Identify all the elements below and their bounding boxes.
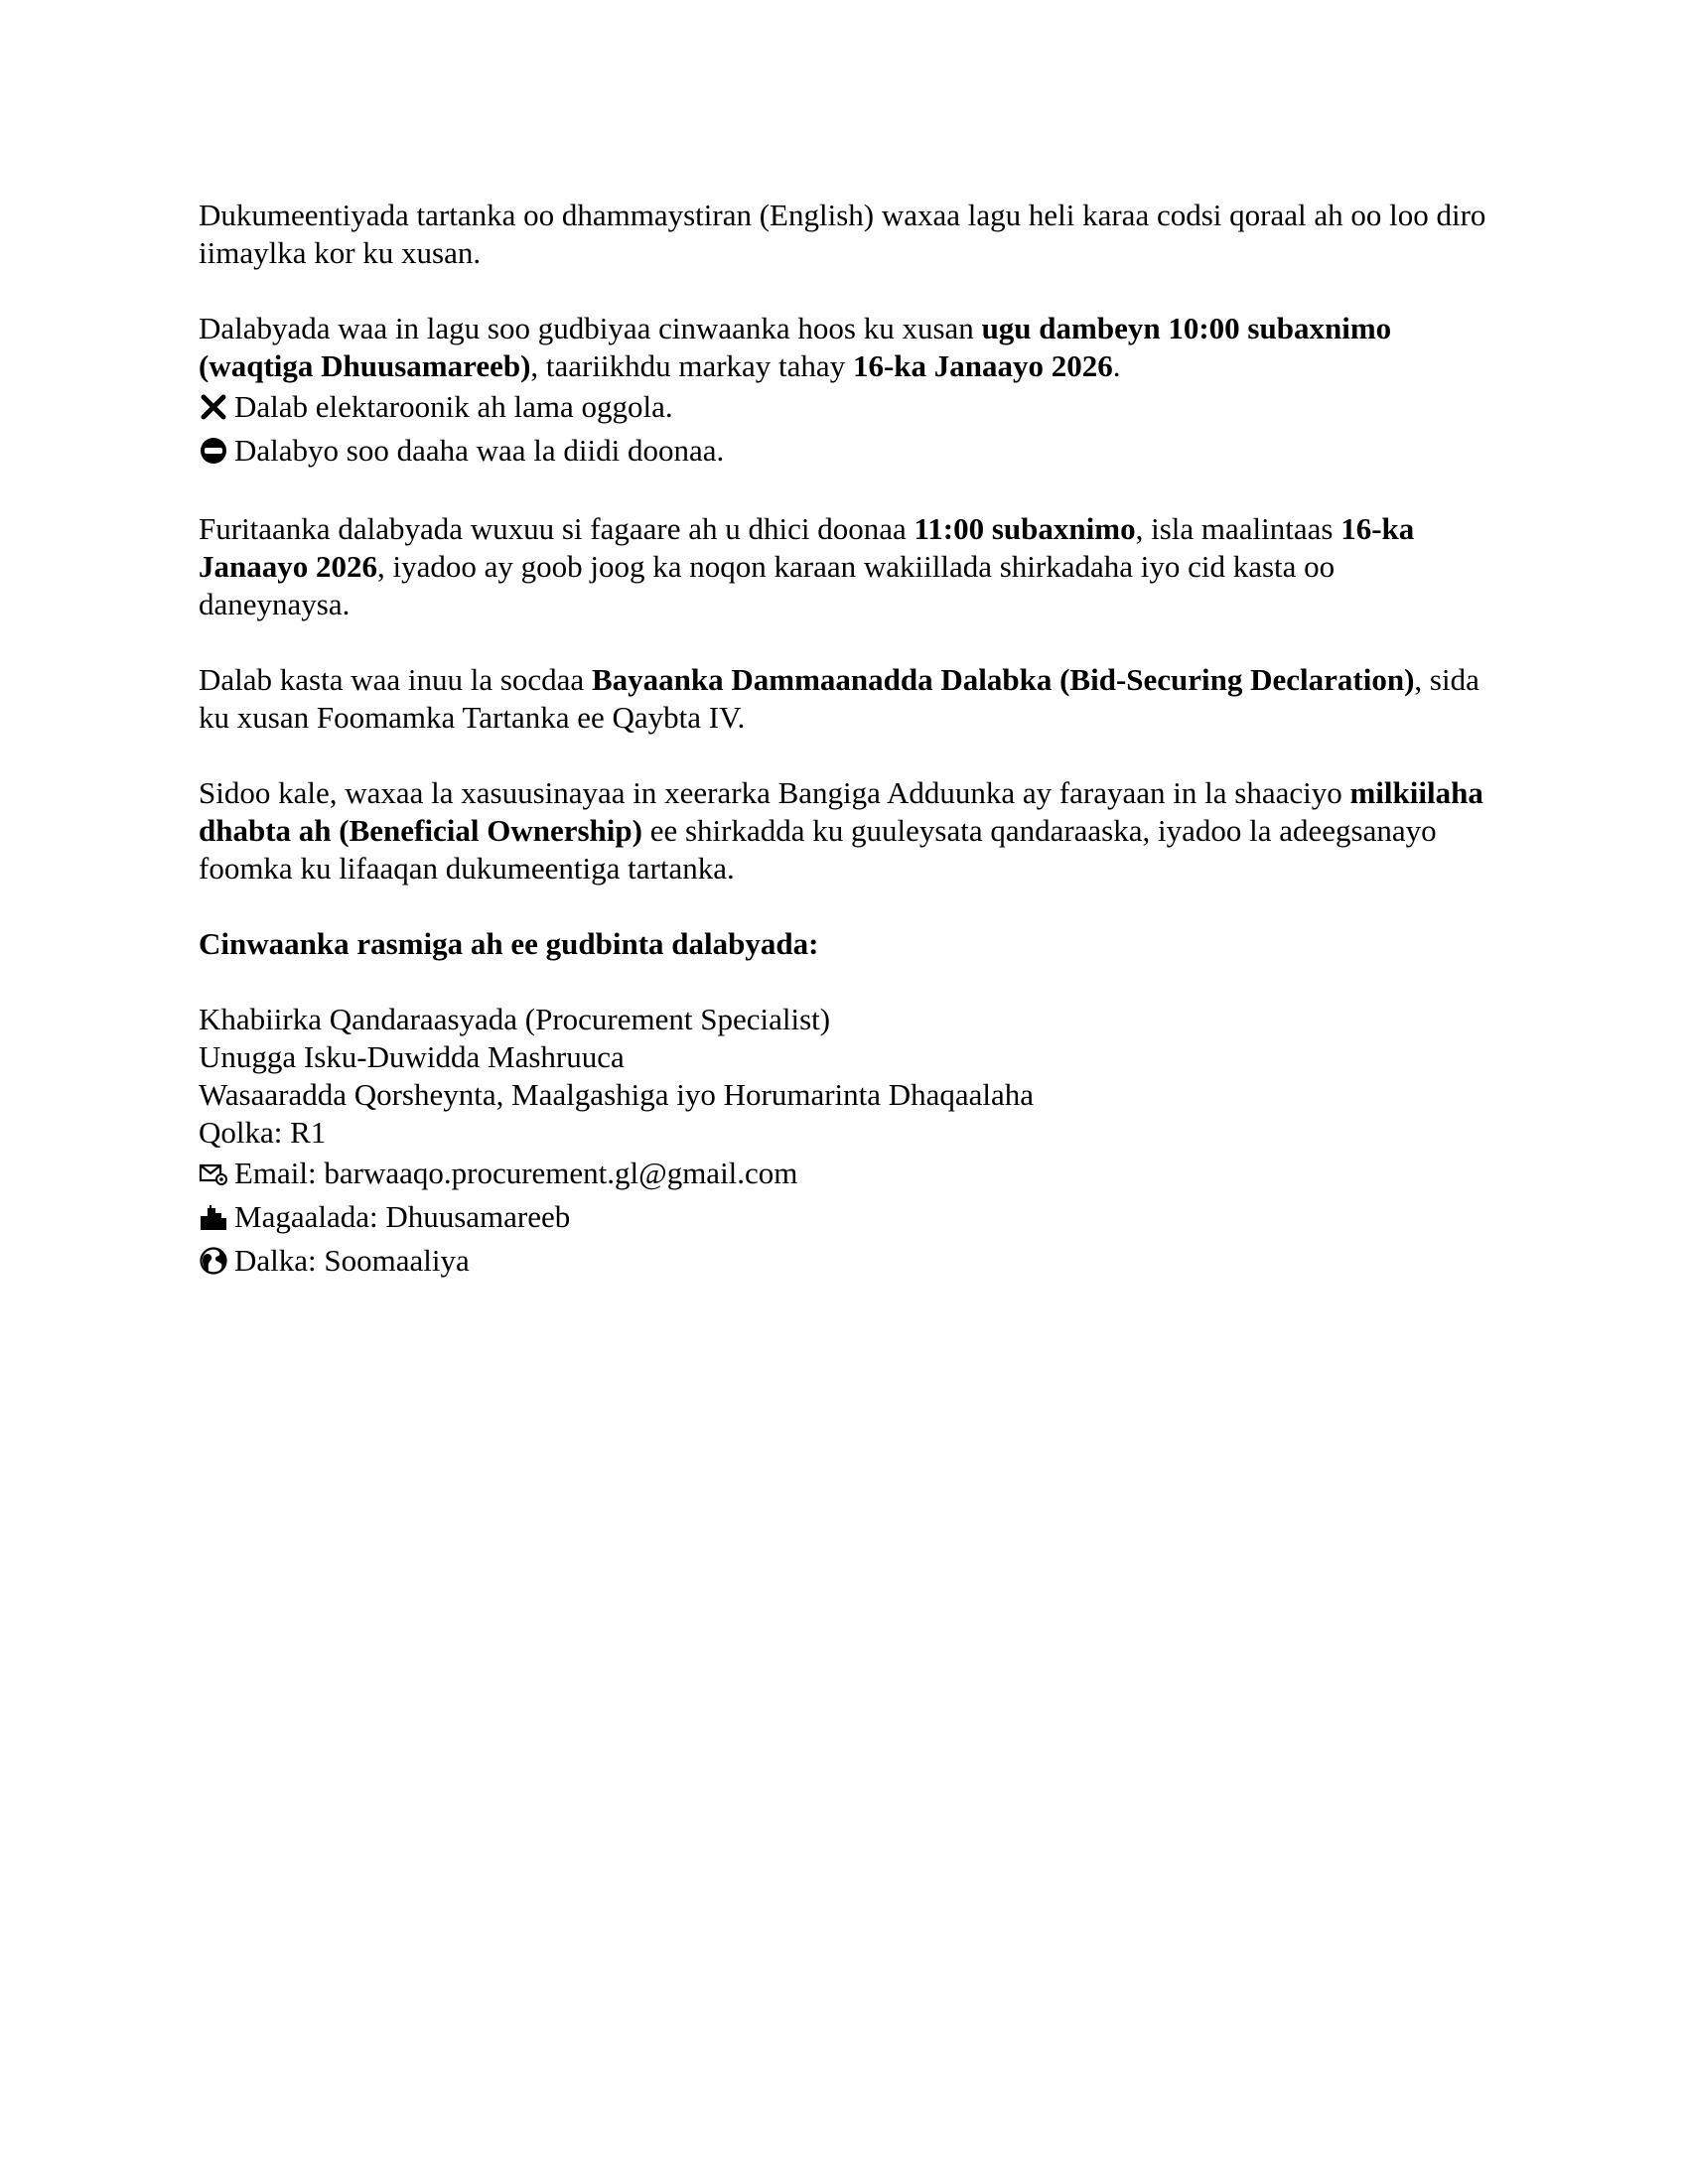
- globe-icon: [199, 1246, 228, 1276]
- address-line: Unugga Isku-Duwidda Mashruuca: [199, 1039, 625, 1074]
- cross-icon: [199, 392, 228, 422]
- contact-country: Dalka: Soomaaliya: [199, 1239, 1489, 1283]
- contact-email: Email: barwaaqo.procurement.gl@gmail.com: [199, 1152, 1489, 1195]
- deadline-time: ugu dambeyn 10:00 subaxnimo (waqtiga Dhuusamareeb): [199, 311, 1392, 383]
- paragraph-bid-opening: Furitaanka dalabyada wuxuu si fagaare ah u dhici doonaa 11:00 subaxnimo, isla maalintaas 16-ka Janaayo 2026, iyadoo ay goob joog ka noqon karaan wakiillada shirkadaha iyo cid kasta oo daneynaysa.: [199, 511, 1415, 621]
- bid-securing-declaration: Bayaanka Dammaanadda Dalabka (Bid-Securing Declaration): [591, 662, 1415, 697]
- paragraph-bid-securing: Dalab kasta waa inuu la socdaa Bayaanka Dammaanadda Dalabka (Bid-Securing Declaration), sida ku xusan Foomamka Tartanka ee Qaybta IV.: [199, 662, 1479, 735]
- beneficial-ownership: milkiilaha dhabta ah (Beneficial Ownership): [199, 775, 1483, 848]
- no-entry-icon: [199, 436, 228, 466]
- deadline-date: 16-ka Janaayo 2026: [852, 348, 1113, 383]
- address-line: Wasaaradda Qorsheynta, Maalgashiga iyo Horumarinta Dhaqaalaha: [199, 1077, 1035, 1112]
- address-line: Khabiirka Qandaraasyada (Procurement Specialist): [199, 1002, 831, 1036]
- envelope-icon: [199, 1159, 228, 1188]
- paragraph-submission-deadline: Dalabyada waa in lagu soo gudbiyaa cinwaanka hoos ku xusan ugu dambeyn 10:00 subaxnimo (waqtiga Dhuusamareeb), taariikhdu markay tahay 16-ka Janaayo 2026.: [199, 311, 1392, 383]
- opening-time: 11:00 subaxnimo: [914, 511, 1136, 546]
- document-page: [199, 197, 1489, 1283]
- paragraph-documents: Dukumeentiyada tartanka oo dhammaystiran (English) waxaa lagu heli karaa codsi qoraal ah oo loo diro iimaylka kor ku xusan.: [199, 198, 1486, 270]
- note-no-electronic: Dalab elektaroonik ah lama oggola.: [199, 385, 1489, 429]
- address-block: [199, 1001, 1489, 1283]
- opening-date: 16-ka Janaayo 2026: [199, 511, 1415, 584]
- address-heading: Cinwaanka rasmiga ah ee gudbinta dalabyada:: [199, 926, 819, 961]
- paragraph-beneficial-ownership: Sidoo kale, waxaa la xasuusinayaa in xeerarka Bangiga Adduunka ay farayaan in la shaaciyo milkiilaha dhabta ah (Beneficial Ownership) ee shirkadda ku guuleysata qandaraaska, iyadoo la adeegsanayo foomka ku lifaaqan dukumeentiga tartanka.: [199, 775, 1483, 886]
- address-line: Qolka: R1: [199, 1115, 327, 1150]
- contact-city: Magaalada: Dhuusamareeb: [199, 1195, 1489, 1239]
- note-late-rejected: Dalabyo soo daaha waa la diidi doonaa.: [199, 429, 1489, 473]
- city-icon: [199, 1202, 228, 1232]
